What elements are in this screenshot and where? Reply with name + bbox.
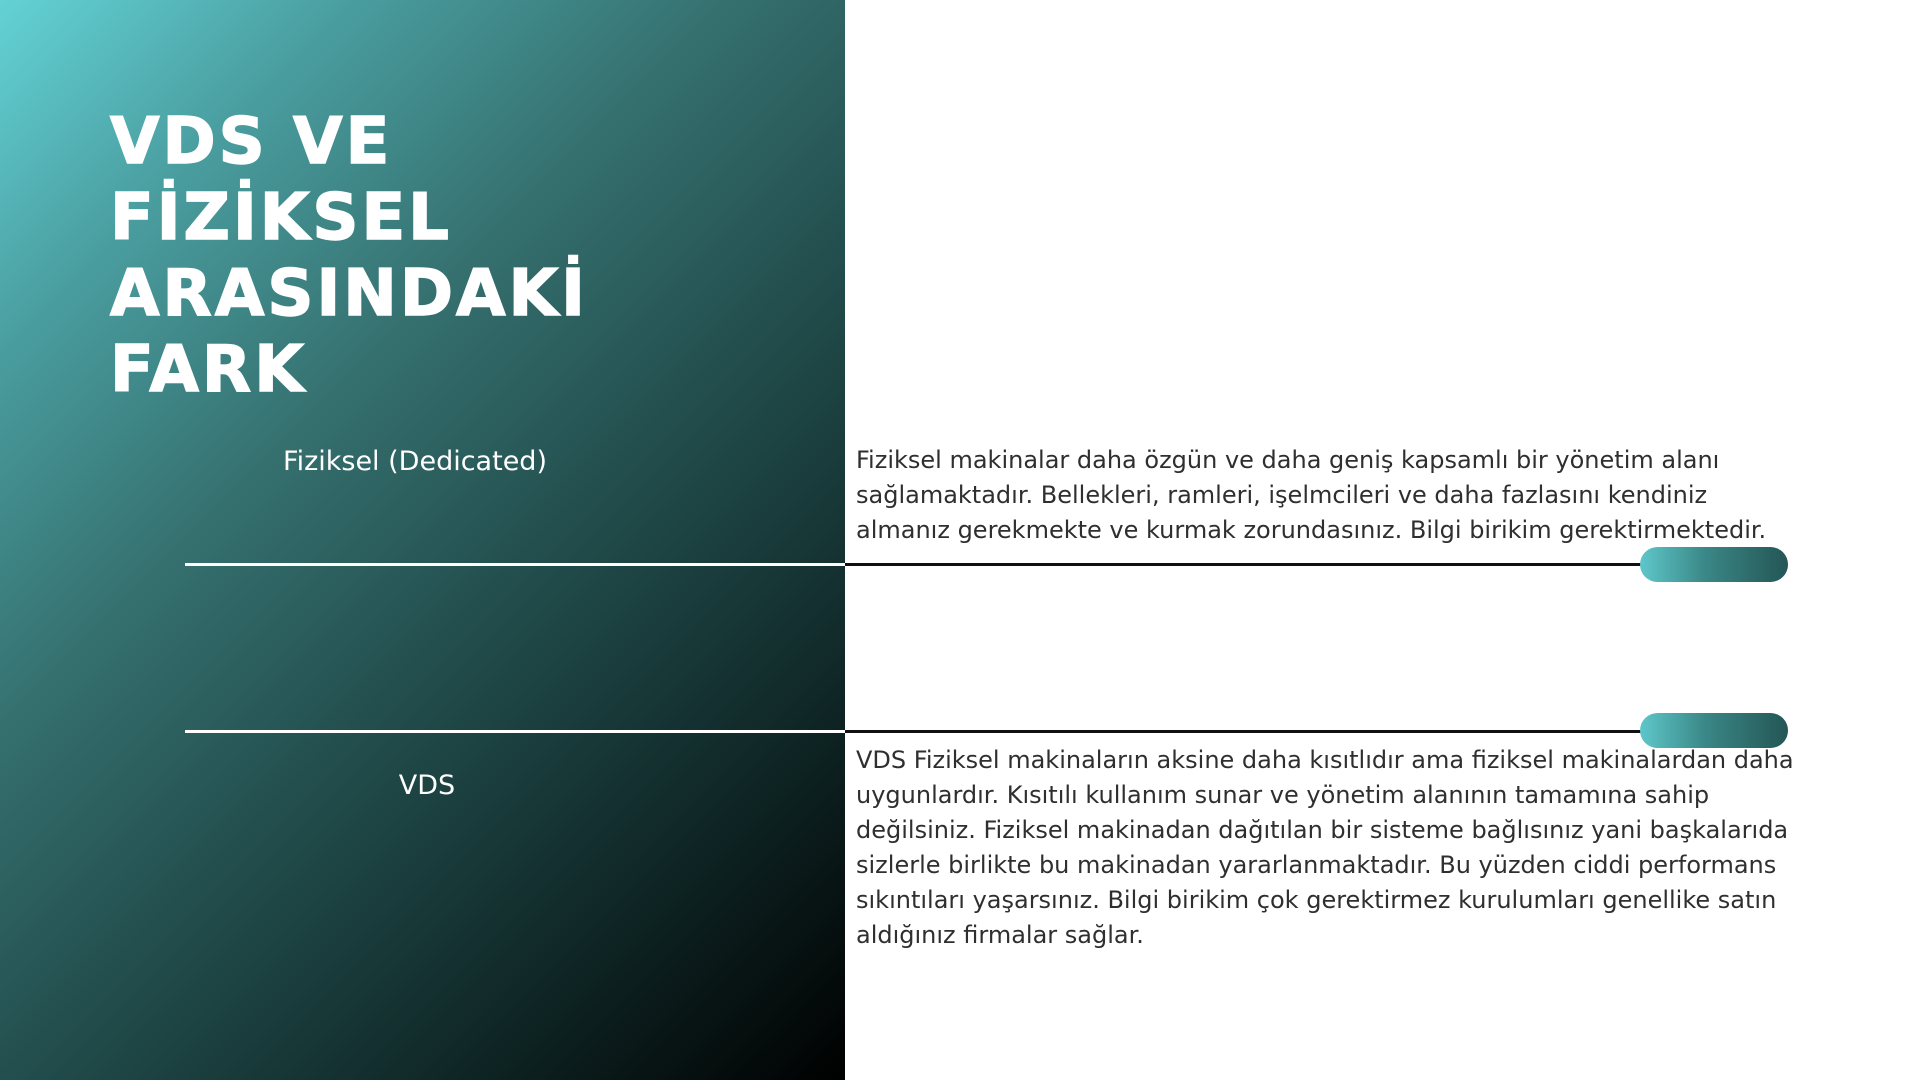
divider-left-1: [185, 563, 845, 566]
slide-title: VDS VE FİZİKSEL ARASINDAKİ FARK: [110, 105, 588, 407]
divider-left-2: [185, 730, 845, 733]
divider-right-1: [845, 563, 1645, 566]
accent-pill-1: [1640, 547, 1788, 582]
divider-right-2: [845, 730, 1645, 733]
description-vds: VDS Fiziksel makinaların aksine daha kısıtlıdır ama fiziksel makinalardan daha uygunlardır. Kısıtılı kullanım sunar ve yönetim alanının tamamına sahip değilsiniz. Fiziksel makinadan dağıtılan bir sisteme bağlısınız yani başkalarıda sizlerle birlikte bu makinadan yararlanmaktadır. Bu yüzden ciddi performans sıkıntıları yaşarsınız. Bilgi birikim çok gerektirmez kurulumları genellike satın aldığınız firmalar sağlar.: [856, 746, 1794, 949]
label-dedicated: Fiziksel (Dedicated): [283, 446, 547, 477]
description-dedicated: Fiziksel makinalar daha özgün ve daha geniş kapsamlı bir yönetim alanı sağlamaktadır. Bellekleri, ramleri, işelmcileri ve daha fazlasını kendiniz almanız gerekmekte ve kurmak zorundasınız. Bilgi birikim gerektirmektedir.: [856, 446, 1767, 544]
label-vds: VDS: [398, 770, 456, 801]
